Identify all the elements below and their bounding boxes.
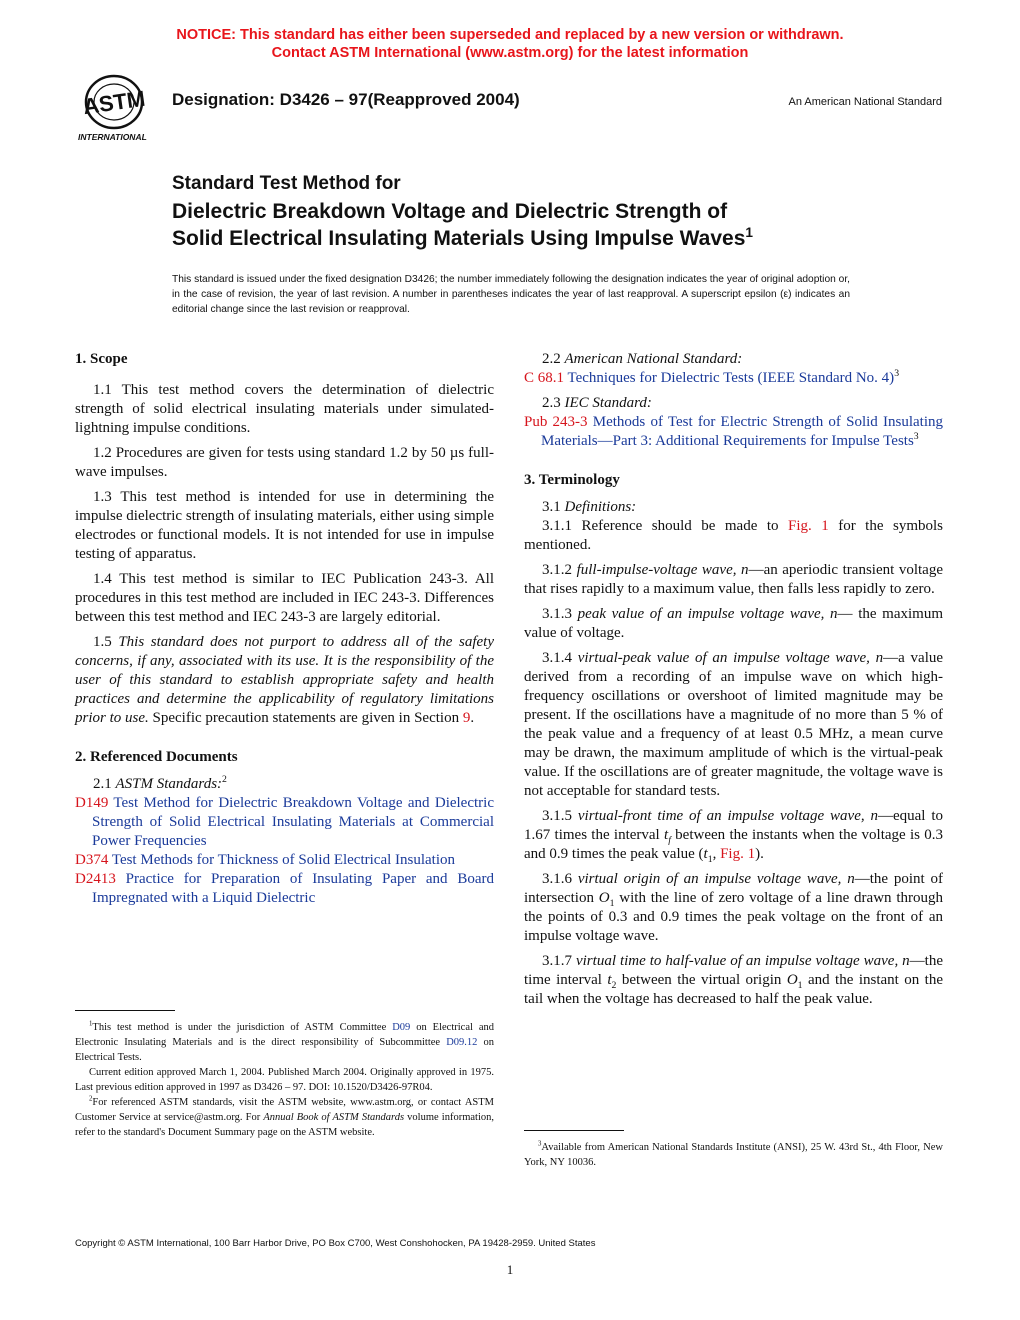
footnote-1: $^1$This test method is under the jurisdiction of ASTM Committee D09 on Electrical and Electronic Insulating Materials and is the direct responsibility of Subcommittee D09.12 on Electrical Tests. [75, 1020, 495, 1063]
d2413-link[interactable]: D2413 [75, 871, 116, 887]
notice-line-2: Contact ASTM International (www.astm.org) for the latest information [271, 45, 749, 61]
iec-243-3-link[interactable]: Pub 243-3 [524, 414, 588, 430]
svg-text:ASTM: ASTM [81, 85, 147, 120]
reference-iec-243-3: Pub 243-3 Methods of Test for Electric Strength of Solid Insulating Materials—Part 3: Additional Requirements for Impulse Tests$^3$ [524, 414, 943, 449]
issued-note: This standard is issued under the fixed designation D3426; the number immediately following the designation indicates the year of original adoption or, in the case of revision, the year of last revision. A number in parentheses indicates the year of last reapproval. A superscript epsilon (ε) indicates an editorial change since the last revision or reapproval. [172, 274, 850, 315]
para-1-2: 1.2 Procedures are given for tests using standard 1.2 by 50 µs full-wave impulses. [75, 445, 494, 480]
footnote-2: $^2$For referenced ASTM standards, visit the ASTM website, www.astm.org, or contact ASTM Customer Service at service@astm.org. For Annual Book of ASTM Standards volume information, refer to the standard's Document Summary page on the ASTM website. [75, 1095, 494, 1138]
footnote-divider-right [524, 1130, 624, 1131]
para-3-1-1: 3.1.1 Reference should be made to Fig. 1 for the symbols mentioned. [524, 518, 943, 553]
title-line-2: Dielectric Breakdown Voltage and Dielectric Strength of [172, 200, 728, 223]
fig-1-link[interactable]: Fig. 1 [787, 518, 829, 534]
title-line-3: Solid Electrical Insulating Materials Using Impulse Waves$^1$ [172, 225, 753, 250]
para-1-5: 1.5 This standard does not purport to address all of the safety concerns, if any, associated with its use. It is the responsibility of the user of this standard to establish appropriate safety and health practices and determine the applicability of regulatory limitations prior to use. Specific precaution statements are given in Section 9. [75, 634, 495, 726]
copyright: Copyright © ASTM International, 100 Barr Harbor Drive, PO Box C700, West Conshohocken, PA 19428-2959. United States [75, 1238, 596, 1249]
footnote-right [524, 1140, 943, 1170]
title [172, 198, 872, 252]
d149-link[interactable]: D149 [75, 795, 109, 811]
national-standard-label: An American National Standard [788, 96, 942, 108]
para-3-1-3: 3.1.3 peak value of an impulse voltage wave, n— the maximum value of voltage. [524, 606, 943, 641]
para-3-1-4: 3.1.4 virtual-peak value of an impulse voltage wave, n—a value derived from a recording of an impulse wave on which high-frequency oscillations or overshoot of limited magnitude may be present. If the oscillations have a magnitude of no more than 5 % of the peak value and a frequency of at least 0.5 MHz, a mean curve may be drawn, the maximum amplitude of which is the virtual-peak value. If the oscillations are of greater magnitude, the voltage wave is not acceptable for standard tests. [524, 650, 944, 799]
reference-d149: D149 Test Method for Dielectric Breakdown Voltage and Dielectric Strength of Solid Electrical Insulating Materials at Commercial Power Frequencies [75, 795, 494, 849]
notice-line-1: NOTICE: This standard has either been superseded and replaced by a new version or withdrawn. [176, 27, 844, 43]
para-2-2: 2.2 American National Standard: [542, 351, 743, 367]
para-3-1: 3.1 Definitions: [542, 499, 637, 515]
section-1-heading: 1. Scope [75, 351, 128, 367]
para-3-1-6: 3.1.6 virtual origin of an impulse voltage wave, n—the point of intersection $O_1$ with the line of zero voltage of a line drawn through the points of 0.3 and 0.9 times the peak voltage on the front of an impulse voltage wave. [524, 871, 943, 944]
title-line-1: Standard Test Method for [172, 173, 401, 194]
para-2-3: 2.3 IEC Standard: [542, 395, 652, 411]
reference-d374: D374 Test Methods for Thickness of Solid Electrical Insulation [75, 852, 456, 868]
designation: Designation: D3426 – 97(Reapproved 2004) [172, 90, 520, 109]
para-1-3: 1.3 This test method is intended for use in determining the impulse dielectric strength of insulating materials, either using simple electrodes or functional models. It is not intended for use in impulse testing of apparatus. [75, 489, 494, 562]
fig-1-link-2[interactable]: Fig. 1 [720, 846, 756, 862]
reference-d2413: D2413 Practice for Preparation of Insulating Paper and Board Impregnated with a Liquid Dielectric [75, 871, 494, 906]
right-column [524, 350, 943, 1015]
d09-link[interactable]: D09 [392, 1022, 411, 1033]
logo-caption: INTERNATIONAL [78, 132, 147, 142]
c68-1-link[interactable]: C 68.1 [524, 370, 565, 386]
para-2-1: 2.1 ASTM Standards:$^2$ [93, 774, 227, 792]
footnote-divider-left [75, 1010, 175, 1011]
section-3-heading: 3. Terminology [524, 472, 620, 488]
footnote-1-edition: Current edition approved March 1, 2004. Published March 2004. Originally approved in 1975. Last previous edition approved in 1997 as D3426 – 97. DOI: 10.1520/D3426-97R04. [75, 1067, 494, 1093]
section-9-link[interactable]: 9 [462, 710, 471, 726]
footnote-3: $^3$Available from American National Standards Institute (ANSI), 25 W. 43rd St., 4th Floor, New York, NY 10036. [524, 1140, 943, 1168]
section-2-heading: 2. Referenced Documents [75, 749, 238, 765]
para-3-1-5: 3.1.5 virtual-front time of an impulse voltage wave, n—equal to 1.67 times the interval $t_f$ between the instants when the voltage is 0.3 and 0.9 times the peak value ($t_1$, Fig. 1). [524, 808, 944, 865]
d374-link[interactable]: D374 [75, 852, 109, 868]
para-3-1-2: 3.1.2 full-impulse-voltage wave, n—an aperiodic transient voltage that rises rapidly to a maximum value, then falls less rapidly to zero. [524, 562, 943, 597]
d09-12-link[interactable]: D09.12 [446, 1037, 478, 1048]
reference-c68-1: C 68.1 Techniques for Dielectric Tests (IEEE Standard No. 4)$^3$ [524, 368, 900, 386]
para-1-4: 1.4 This test method is similar to IEC Publication 243-3. All procedures in this test method are included in IEC 243-3. Differences between this test method and IEC 243-3 are largely editorial. [75, 571, 494, 625]
para-1-1: 1.1 This test method covers the determination of dielectric strength of solid electrical insulating materials under simulated-lightning impulse conditions. [75, 382, 494, 436]
para-3-1-7: 3.1.7 virtual time to half-value of an impulse voltage wave, n—the time interval $t_2$ between the virtual origin $O_1$ and the instant on the tail when the voltage has decreased to half the peak value. [524, 953, 943, 1007]
page-number: 1 [506, 1262, 514, 1277]
footnotes-left [75, 1020, 494, 1140]
left-column [75, 350, 494, 908]
